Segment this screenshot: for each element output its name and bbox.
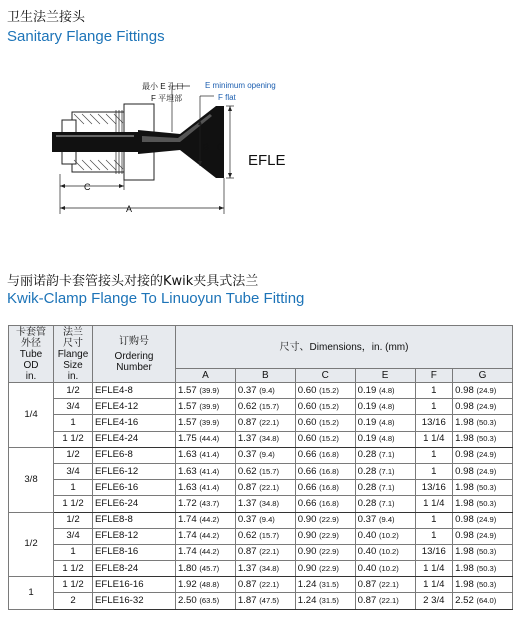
cell-dim-a: 1.57 (39.9): [176, 383, 236, 399]
cell-dim-a: 1.63 (41.4): [176, 447, 236, 463]
mm-value: (24.9): [476, 401, 497, 411]
cell-dim-e: 0.37 (9.4): [355, 512, 415, 528]
cell-flange-size: 1: [54, 415, 93, 431]
mm-value: (24.9): [476, 515, 497, 525]
cell-dim-c: 0.90 (22.9): [295, 544, 355, 560]
table-row: [9, 447, 513, 463]
label-e-en: E minimum opening: [205, 81, 276, 90]
cell-flange-size: 1: [54, 480, 93, 496]
mm-value: (16.8): [319, 466, 339, 476]
header-flange-size: 法兰 尺寸 Flange Size in.: [54, 326, 93, 383]
mm-value: (43.7): [199, 498, 220, 508]
cell-dim-f: 2 3/4: [415, 593, 453, 609]
header-col-g: G: [453, 369, 513, 383]
mm-value: (34.8): [259, 434, 280, 444]
cell-dim-a: 1.74 (44.2): [176, 512, 236, 528]
cell-dim-g: 1.98 (50.3): [453, 431, 513, 447]
cell-dim-a: 1.57 (39.9): [176, 415, 236, 431]
header-col-a: A: [176, 369, 236, 383]
cell-dim-c: 0.60 (15.2): [295, 383, 355, 399]
cell-ordering-number: EFLE6-12: [93, 463, 176, 479]
cell-dim-c: 0.60 (15.2): [295, 431, 355, 447]
mm-value: (9.4): [259, 385, 275, 395]
cell-dim-c: 0.66 (16.8): [295, 463, 355, 479]
section-title-en: Sanitary Flange Fittings: [7, 28, 165, 45]
dimensions-table: [8, 325, 513, 610]
cell-dim-a: 1.80 (45.7): [176, 561, 236, 577]
section-title-cn: 卫生法兰接头: [7, 10, 86, 25]
cell-dim-g: 0.98 (24.9): [453, 512, 513, 528]
mm-value: (7.1): [378, 482, 395, 492]
cell-dim-e: 0.40 (10.2): [355, 561, 415, 577]
mm-value: (31.5): [319, 596, 339, 606]
cell-ordering-number: EFLE16-16: [93, 577, 176, 593]
mm-value: (45.7): [199, 563, 220, 573]
mm-value: (41.4): [199, 450, 220, 460]
cell-dim-f: 1: [415, 512, 453, 528]
cell-dim-c: 0.66 (16.8): [295, 447, 355, 463]
mm-value: (34.8): [259, 498, 280, 508]
mm-value: (50.3): [476, 547, 497, 557]
cell-dim-g: 0.98 (24.9): [453, 399, 513, 415]
cell-ordering-number: EFLE4-24: [93, 431, 176, 447]
cell-dim-c: 0.90 (22.9): [295, 528, 355, 544]
mm-value: (44.2): [199, 515, 220, 525]
mm-value: (15.7): [259, 531, 280, 541]
cell-flange-size: 1/2: [54, 383, 93, 399]
cell-ordering-number: EFLE6-8: [93, 447, 176, 463]
cell-dim-g: 1.98 (50.3): [453, 544, 513, 560]
cell-dim-f: 13/16: [415, 415, 453, 431]
cell-tube-od: 3/8: [9, 447, 54, 512]
label-f-en: F flat: [218, 93, 236, 102]
mm-value: (16.8): [319, 482, 339, 492]
mm-value: (22.1): [259, 417, 280, 427]
cell-dim-f: 1 1/4: [415, 561, 453, 577]
cell-ordering-number: EFLE6-24: [93, 496, 176, 512]
cell-dim-g: 1.98 (50.3): [453, 577, 513, 593]
cell-dim-b: 0.62 (15.7): [235, 463, 295, 479]
mm-value: (4.8): [378, 417, 395, 427]
mm-value: (7.1): [378, 450, 395, 460]
cell-dim-a: 1.57 (39.9): [176, 399, 236, 415]
cell-dim-c: 0.90 (22.9): [295, 512, 355, 528]
cell-dim-c: 1.24 (31.5): [295, 577, 355, 593]
header-col-c: C: [295, 369, 355, 383]
mm-value: (16.8): [319, 498, 339, 508]
mm-value: (4.8): [378, 434, 395, 444]
cell-dim-e: 0.87 (22.1): [355, 593, 415, 609]
cell-ordering-number: EFLE8-8: [93, 512, 176, 528]
header-col-b: B: [235, 369, 295, 383]
cell-dim-f: 13/16: [415, 480, 453, 496]
cell-dim-e: 0.40 (10.2): [355, 544, 415, 560]
cell-dim-g: 0.98 (24.9): [453, 383, 513, 399]
cell-dim-f: 1: [415, 399, 453, 415]
dim-a-label: A: [126, 204, 133, 214]
model-label: EFLE: [248, 152, 286, 169]
cell-dim-e: 0.28 (7.1): [355, 447, 415, 463]
mm-value: (31.5): [319, 579, 339, 589]
cell-flange-size: 1/2: [54, 512, 93, 528]
label-e-cn: 最小 E 孔口: [142, 82, 184, 91]
mm-value: (10.2): [378, 547, 399, 557]
cell-dim-g: 1.98 (50.3): [453, 496, 513, 512]
cell-ordering-number: EFLE6-16: [93, 480, 176, 496]
mm-value: (50.3): [476, 579, 497, 589]
mm-value: (4.8): [378, 401, 395, 411]
header-dimensions: 尺寸、Dimensions，in. (mm): [176, 326, 513, 369]
mm-value: (39.9): [199, 417, 220, 427]
table-row: [9, 383, 513, 399]
mm-value: (22.1): [259, 482, 280, 492]
cell-dim-f: 1 1/4: [415, 577, 453, 593]
cell-dim-f: 1 1/4: [415, 496, 453, 512]
cell-dim-b: 0.62 (15.7): [235, 399, 295, 415]
cell-dim-g: 1.98 (50.3): [453, 415, 513, 431]
cell-tube-od: 1/4: [9, 383, 54, 448]
mm-value: (9.4): [259, 515, 275, 525]
cell-dim-e: 0.87 (22.1): [355, 577, 415, 593]
mm-value: (44.2): [199, 547, 220, 557]
cell-flange-size: 1/2: [54, 447, 93, 463]
cell-flange-size: 3/4: [54, 528, 93, 544]
section2-title-en: Kwik-Clamp Flange To Linuoyun Tube Fitting: [7, 290, 305, 307]
cell-dim-e: 0.28 (7.1): [355, 480, 415, 496]
cell-dim-g: 0.98 (24.9): [453, 463, 513, 479]
mm-value: (39.9): [199, 401, 220, 411]
cell-dim-c: 0.66 (16.8): [295, 480, 355, 496]
cell-flange-size: 1 1/2: [54, 561, 93, 577]
table-row: [9, 593, 513, 609]
cell-dim-a: 1.74 (44.2): [176, 528, 236, 544]
dim-g-label: G: [217, 142, 225, 152]
table-row: [9, 480, 513, 496]
cell-dim-g: 2.52 (64.0): [453, 593, 513, 609]
cell-ordering-number: EFLE4-12: [93, 399, 176, 415]
table-row: [9, 544, 513, 560]
cell-dim-a: 1.72 (43.7): [176, 496, 236, 512]
mm-value: (22.1): [259, 547, 280, 557]
cell-dim-b: 0.37 (9.4): [235, 512, 295, 528]
mm-value: (41.4): [199, 466, 220, 476]
cell-dim-e: 0.40 (10.2): [355, 528, 415, 544]
cell-ordering-number: EFLE8-24: [93, 561, 176, 577]
cell-dim-e: 0.28 (7.1): [355, 496, 415, 512]
fitting-drawing: [50, 74, 330, 224]
cell-dim-f: 1 1/4: [415, 431, 453, 447]
cell-ordering-number: EFLE16-32: [93, 593, 176, 609]
mm-value: (15.2): [319, 385, 339, 395]
header-ordering-cn: 订购号: [119, 335, 149, 347]
cell-dim-b: 0.87 (22.1): [235, 544, 295, 560]
table-row: [9, 496, 513, 512]
dim-b-label: B: [203, 142, 210, 152]
header-col-f: F: [415, 369, 453, 383]
mm-value: (41.4): [199, 482, 220, 492]
mm-value: (24.9): [476, 450, 497, 460]
cell-dim-g: 1.98 (50.3): [453, 561, 513, 577]
cell-dim-g: 0.98 (24.9): [453, 447, 513, 463]
mm-value: (24.9): [476, 466, 497, 476]
cell-flange-size: 2: [54, 593, 93, 609]
cell-dim-b: 1.37 (34.8): [235, 561, 295, 577]
cell-ordering-number: EFLE4-16: [93, 415, 176, 431]
mm-value: (44.2): [199, 531, 220, 541]
mm-value: (24.9): [476, 531, 497, 541]
mm-value: (9.4): [259, 450, 275, 460]
cell-dim-b: 0.87 (22.1): [235, 415, 295, 431]
table-row: [9, 431, 513, 447]
cell-dim-b: 0.62 (15.7): [235, 528, 295, 544]
cell-dim-c: 0.90 (22.9): [295, 561, 355, 577]
cell-flange-size: 3/4: [54, 399, 93, 415]
mm-value: (50.3): [476, 417, 497, 427]
cell-dim-b: 1.37 (34.8): [235, 496, 295, 512]
mm-value: (22.1): [378, 596, 399, 606]
mm-value: (15.2): [319, 434, 339, 444]
cell-dim-f: 1: [415, 383, 453, 399]
header-col-e: E: [355, 369, 415, 383]
cell-dim-e: 0.19 (4.8): [355, 399, 415, 415]
mm-value: (10.2): [378, 531, 399, 541]
table-row: [9, 463, 513, 479]
mm-value: (24.9): [476, 385, 497, 395]
cell-dim-c: 0.66 (16.8): [295, 496, 355, 512]
mm-value: (47.5): [259, 596, 280, 606]
mm-value: (10.2): [378, 563, 399, 573]
mm-value: (44.4): [199, 434, 220, 444]
cell-dim-g: 0.98 (24.9): [453, 528, 513, 544]
cell-dim-f: 1: [415, 447, 453, 463]
header-ordering-number: [93, 326, 176, 383]
mm-value: (22.9): [319, 515, 339, 525]
mm-value: (9.4): [378, 515, 395, 525]
cell-dim-a: 1.92 (48.8): [176, 577, 236, 593]
header-tube-od: 卡套管 外径 Tube OD in.: [9, 326, 54, 383]
mm-value: (39.9): [199, 385, 220, 395]
cell-dim-f: 13/16: [415, 544, 453, 560]
cell-dim-b: 0.87 (22.1): [235, 480, 295, 496]
cell-dim-f: 1: [415, 528, 453, 544]
mm-value: (15.7): [259, 401, 280, 411]
mm-value: (50.3): [476, 482, 497, 492]
table-row: [9, 512, 513, 528]
mm-value: (48.8): [199, 579, 220, 589]
mm-value: (50.3): [476, 434, 497, 444]
mm-value: (34.8): [259, 563, 280, 573]
cell-flange-size: 1 1/2: [54, 431, 93, 447]
cell-tube-od: 1: [9, 577, 54, 609]
mm-value: (63.5): [199, 596, 220, 606]
mm-value: (22.9): [319, 531, 339, 541]
cell-dim-c: 1.24 (31.5): [295, 593, 355, 609]
cell-ordering-number: EFLE8-16: [93, 544, 176, 560]
mm-value: (22.1): [259, 579, 280, 589]
table-row: [9, 399, 513, 415]
table-row: [9, 561, 513, 577]
cell-dim-g: 1.98 (50.3): [453, 480, 513, 496]
table-body: [9, 383, 513, 610]
cell-dim-a: 1.75 (44.4): [176, 431, 236, 447]
mm-value: (7.1): [378, 466, 395, 476]
cell-flange-size: 1 1/2: [54, 577, 93, 593]
table-row: [9, 528, 513, 544]
cell-dim-e: 0.28 (7.1): [355, 463, 415, 479]
cell-dim-a: 1.74 (44.2): [176, 544, 236, 560]
mm-value: (15.7): [259, 466, 280, 476]
cell-tube-od: 1/2: [9, 512, 54, 577]
cell-flange-size: 1: [54, 544, 93, 560]
cell-dim-b: 1.87 (47.5): [235, 593, 295, 609]
cell-dim-b: 0.87 (22.1): [235, 577, 295, 593]
cell-dim-a: 1.63 (41.4): [176, 480, 236, 496]
cell-ordering-number: EFLE4-8: [93, 383, 176, 399]
cell-dim-e: 0.19 (4.8): [355, 415, 415, 431]
table-row: [9, 415, 513, 431]
cell-dim-b: 0.37 (9.4): [235, 383, 295, 399]
cell-ordering-number: EFLE8-12: [93, 528, 176, 544]
cell-flange-size: 3/4: [54, 463, 93, 479]
cell-dim-b: 1.37 (34.8): [235, 431, 295, 447]
cell-dim-e: 0.19 (4.8): [355, 431, 415, 447]
cell-dim-f: 1: [415, 463, 453, 479]
cell-dim-a: 2.50 (63.5): [176, 593, 236, 609]
mm-value: (15.2): [319, 401, 339, 411]
mm-value: (50.3): [476, 563, 497, 573]
section2-title-cn: 与丽诺韵卡套管接头对接的Kwik夹具式法兰: [7, 274, 259, 289]
cell-flange-size: 1 1/2: [54, 496, 93, 512]
mm-value: (64.0): [476, 596, 497, 606]
cell-dim-c: 0.60 (15.2): [295, 399, 355, 415]
cell-dim-b: 0.37 (9.4): [235, 447, 295, 463]
mm-value: (7.1): [378, 498, 395, 508]
cell-dim-c: 0.60 (15.2): [295, 415, 355, 431]
header-ordering-en: Ordering Number: [114, 350, 154, 373]
mm-value: (22.9): [319, 547, 339, 557]
mm-value: (50.3): [476, 498, 497, 508]
mm-value: (22.9): [319, 563, 339, 573]
label-f-cn: F 平坦部: [151, 94, 183, 103]
mm-value: (4.8): [378, 385, 395, 395]
dim-c-label: C: [84, 182, 91, 192]
cell-dim-e: 0.19 (4.8): [355, 383, 415, 399]
mm-value: (16.8): [319, 450, 339, 460]
table-row: [9, 577, 513, 593]
mm-value: (15.2): [319, 417, 339, 427]
mm-value: (22.1): [378, 579, 399, 589]
cell-dim-a: 1.63 (41.4): [176, 463, 236, 479]
